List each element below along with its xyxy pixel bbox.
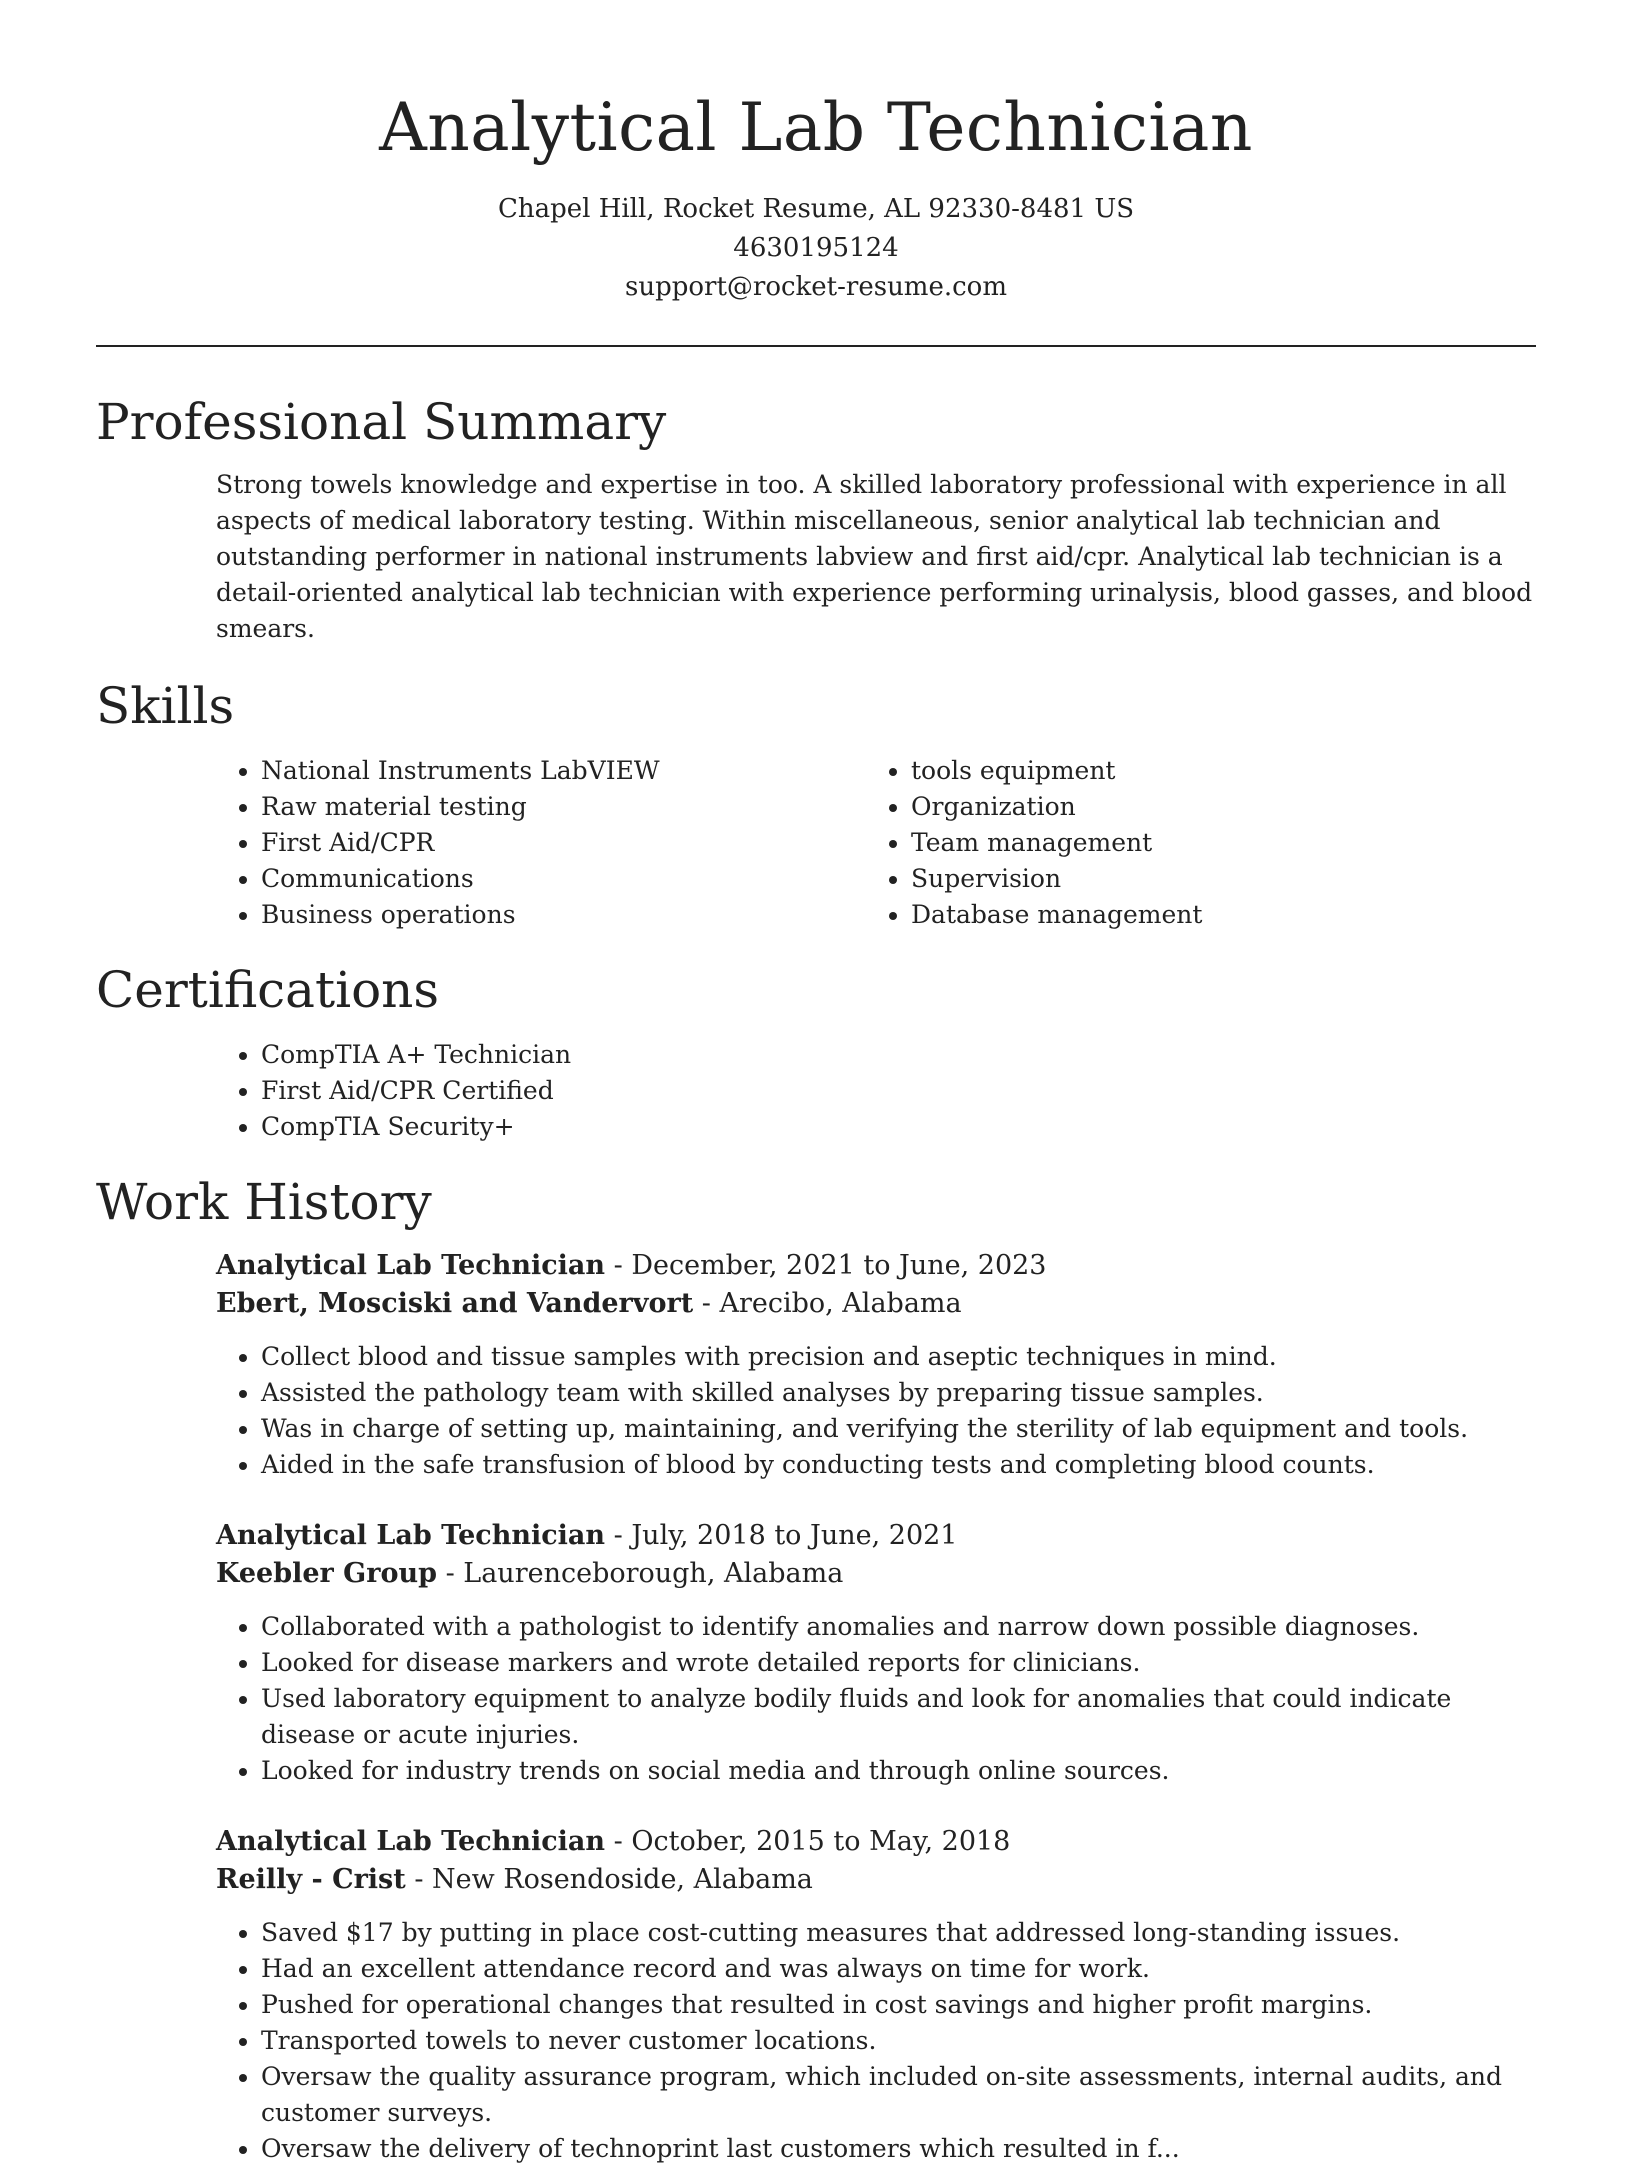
contact-address: Chapel Hill, Rocket Resume, AL 92330-8481 US	[497, 194, 1135, 224]
summary-section	[96, 389, 1536, 647]
job-duty: • Oversaw the quality assurance program, which included on-site assessments, internal audits, and customer surveys.	[261, 2059, 1536, 2131]
certifications-section	[96, 957, 1536, 1145]
job-duty: • Saved $17 by putting in place cost-cutting measures that addressed long-standing issues.	[261, 1915, 1536, 1951]
skill-item: • tools equipment	[911, 753, 1516, 789]
summary-text: Strong towels knowledge and expertise in too. A skilled laboratory professional with experience in all aspects of medical laboratory testing. Within miscellaneous, senior analytical lab technician and outstanding performer in national instruments labview and first aid/cpr. Analytical lab technician is a detail-oriented analytical lab technician with experience performing urinalysis, blood gasses, and blood smears.	[216, 470, 1533, 643]
skill-item: • Organization	[911, 789, 1516, 825]
job-duties	[216, 1915, 1536, 2167]
job-company: Ebert, Mosciski and Vandervort	[216, 1288, 694, 1319]
certification-item: • CompTIA Security+	[261, 1109, 1536, 1145]
job-title-line	[216, 1823, 1536, 1861]
certifications-list-wrap	[216, 1037, 1536, 1145]
job-company: Keebler Group	[216, 1558, 437, 1589]
header-divider	[96, 345, 1536, 347]
job-duty: • Oversaw the delivery of technoprint last customers which resulted in f...	[261, 2131, 1536, 2167]
skill-item: • First Aid/CPR	[261, 825, 866, 861]
skills-section	[96, 673, 1536, 933]
skills-column-right	[866, 753, 1516, 933]
job-duty: • Transported towels to never customer locations.	[261, 2023, 1536, 2059]
work-history-section	[96, 1169, 1536, 2167]
skills-heading: Skills	[96, 677, 235, 735]
summary-heading: Professional Summary	[96, 393, 667, 451]
skill-item: • Business operations	[261, 897, 866, 933]
job-duty: • Had an excellent attendance record and was always on time for work.	[261, 1951, 1536, 1987]
job-company-line	[216, 1285, 1536, 1323]
job-dates: - October, 2015 to May, 2018	[605, 1826, 1011, 1857]
job-duty: • Pushed for operational changes that resulted in cost savings and higher profit margins.	[261, 1987, 1536, 2023]
certification-item: • First Aid/CPR Certified	[261, 1073, 1536, 1109]
contact-info	[96, 190, 1536, 307]
job-dates: - December, 2021 to June, 2023	[605, 1250, 1047, 1281]
job-company-line	[216, 1555, 1536, 1593]
skills-column-left	[216, 753, 866, 933]
job-location: - Arecibo, Alabama	[693, 1288, 962, 1319]
job-location: - New Rosendoside, Alabama	[405, 1864, 813, 1895]
skill-item: • Database management	[911, 897, 1516, 933]
job-duty: • Used laboratory equipment to analyze bodily fluids and look for anomalies that could indicate disease or acute injuries.	[261, 1681, 1536, 1753]
job-title: Analytical Lab Technician	[216, 1520, 606, 1551]
skill-item: • Team management	[911, 825, 1516, 861]
skill-item: • National Instruments LabVIEW	[261, 753, 866, 789]
job-duty: • Collect blood and tissue samples with precision and aseptic techniques in mind.	[261, 1339, 1536, 1375]
certifications-list	[216, 1037, 1536, 1145]
job-title: Analytical Lab Technician	[216, 1826, 606, 1857]
job-duty: • Collaborated with a pathologist to identify anomalies and narrow down possible diagnoses.	[261, 1609, 1536, 1645]
job-duty: • Was in charge of setting up, maintaining, and verifying the sterility of lab equipment and tools.	[261, 1411, 1536, 1447]
skills-grid	[216, 753, 1536, 933]
job-duty: • Aided in the safe transfusion of blood by conducting tests and completing blood counts.	[261, 1447, 1536, 1483]
resume-name: Analytical Lab Technician	[379, 89, 1253, 166]
job-company-line	[216, 1861, 1536, 1899]
job-title-line	[216, 1247, 1536, 1285]
job-duties	[216, 1609, 1536, 1789]
job-title: Analytical Lab Technician	[216, 1250, 606, 1281]
certifications-heading: Certifications	[96, 961, 440, 1019]
resume-header	[96, 0, 1536, 307]
skills-list-left	[216, 753, 866, 933]
job-duty: • Looked for industry trends on social media and through online sources.	[261, 1753, 1536, 1789]
work-history-heading: Work History	[96, 1173, 432, 1231]
contact-email: support@rocket-resume.com	[624, 272, 1007, 302]
job-title-line	[216, 1517, 1536, 1555]
job-entry	[216, 1823, 1536, 2167]
job-duty: • Assisted the pathology team with skilled analyses by preparing tissue samples.	[261, 1375, 1536, 1411]
job-location: - Laurenceborough, Alabama	[436, 1558, 844, 1589]
job-entry	[216, 1517, 1536, 1789]
skill-item: • Supervision	[911, 861, 1516, 897]
job-company: Reilly - Crist	[216, 1864, 406, 1895]
skill-item: • Raw material testing	[261, 789, 866, 825]
skill-item: • Communications	[261, 861, 866, 897]
skills-list-right	[866, 753, 1516, 933]
job-entry	[216, 1247, 1536, 1483]
certification-item: • CompTIA A+ Technician	[261, 1037, 1536, 1073]
contact-phone: 4630195124	[733, 233, 899, 263]
job-duty: • Looked for disease markers and wrote detailed reports for clinicians.	[261, 1645, 1536, 1681]
job-dates: - July, 2018 to June, 2021	[605, 1520, 958, 1551]
job-duties	[216, 1339, 1536, 1483]
